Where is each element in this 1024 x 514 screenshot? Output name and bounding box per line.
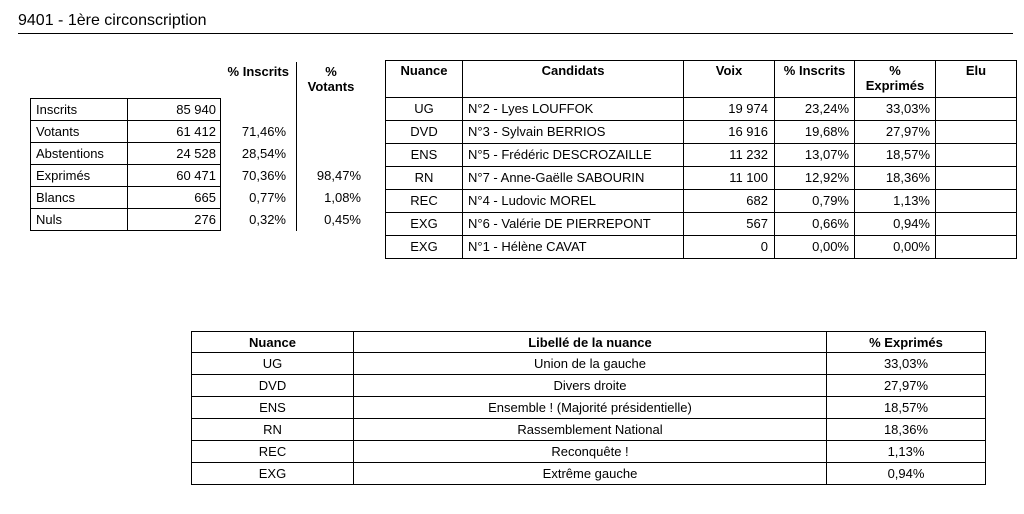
candidate-pct-inscrits: 19,68%: [775, 121, 855, 144]
nuance-code: REC: [192, 441, 354, 463]
nuance-libelle: Union de la gauche: [354, 353, 827, 375]
candidate-pct-inscrits: 0,00%: [775, 236, 855, 259]
header-candidats: Candidats: [463, 61, 684, 98]
candidate-voix: 682: [684, 190, 775, 213]
row-pct-inscrits: 0,32%: [249, 212, 286, 227]
candidate-elu: [936, 121, 1017, 144]
candidate-pct-exprimes: 1,13%: [855, 190, 936, 213]
candidate-pct-exprimes: 27,97%: [855, 121, 936, 144]
table-row: [386, 213, 1017, 236]
row-value: 276: [128, 209, 221, 231]
candidates-table: [385, 60, 1017, 259]
row-label: Nuls: [31, 209, 128, 231]
nuance-libelle: Ensemble ! (Majorité présidentielle): [354, 397, 827, 419]
title-divider: [18, 33, 1013, 34]
nuance-pct-exprimes: 27,97%: [827, 375, 986, 397]
row-pct-inscrits: 70,36%: [241, 168, 286, 183]
nuance-code: ENS: [192, 397, 354, 419]
candidate-nuance: DVD: [386, 121, 463, 144]
candidate-nuance: REC: [386, 190, 463, 213]
row-value: 665: [128, 187, 221, 209]
row-pct-votants: 98,47%: [297, 165, 366, 187]
candidate-elu: [936, 167, 1017, 190]
candidate-voix: 16 916: [684, 121, 775, 144]
nuance-pct-exprimes: 18,36%: [827, 419, 986, 441]
participation-table: [30, 62, 365, 231]
candidate-voix: 0: [684, 236, 775, 259]
nuance-code: DVD: [192, 375, 354, 397]
candidate-voix: 567: [684, 213, 775, 236]
candidate-elu: [936, 213, 1017, 236]
candidate-pct-exprimes: 0,00%: [855, 236, 936, 259]
nuance-libelle: Reconquête !: [354, 441, 827, 463]
table-row: [31, 121, 366, 143]
candidate-name: N°5 - Frédéric DESCROZAILLE: [463, 144, 684, 167]
row-pct-votants: [297, 99, 366, 121]
table-row: [31, 165, 366, 187]
table-row: [386, 190, 1017, 213]
nuance-pct-exprimes: 1,13%: [827, 441, 986, 463]
table-row: [386, 167, 1017, 190]
page-title: 9401 - 1ère circonscription: [18, 12, 207, 29]
table-row: [192, 419, 986, 441]
row-pct-inscrits: [221, 99, 297, 121]
candidate-name: N°7 - Anne-Gaëlle SABOURIN: [463, 167, 684, 190]
candidate-nuance: EXG: [386, 213, 463, 236]
row-value: 85 940: [128, 99, 221, 121]
candidate-voix: 19 974: [684, 98, 775, 121]
header-pct-exprimes: % Exprimés: [827, 332, 986, 353]
nuance-pct-exprimes: 33,03%: [827, 353, 986, 375]
candidate-elu: [936, 236, 1017, 259]
header-nuance: Nuance: [192, 332, 354, 353]
table-row: [31, 187, 366, 209]
row-label: Inscrits: [31, 99, 128, 121]
row-label: Blancs: [31, 187, 128, 209]
candidate-name: N°1 - Hélène CAVAT: [463, 236, 684, 259]
table-row: [386, 98, 1017, 121]
table-row: [192, 441, 986, 463]
candidate-pct-exprimes: 33,03%: [855, 98, 936, 121]
candidate-pct-exprimes: 18,36%: [855, 167, 936, 190]
header-blank: [31, 62, 128, 99]
table-row: [386, 236, 1017, 259]
candidate-voix: 11 232: [684, 144, 775, 167]
table-row: [192, 463, 986, 485]
candidate-pct-inscrits: 13,07%: [775, 144, 855, 167]
nuance-libelle: Rassemblement National: [354, 419, 827, 441]
table-row: [192, 353, 986, 375]
nuance-code: UG: [192, 353, 354, 375]
table-header-row: [192, 332, 986, 353]
candidate-pct-exprimes: 18,57%: [855, 144, 936, 167]
candidate-name: N°2 - Lyes LOUFFOK: [463, 98, 684, 121]
row-pct-votants: 1,08%: [297, 187, 366, 209]
candidate-pct-inscrits: 0,79%: [775, 190, 855, 213]
row-value: 60 471: [128, 165, 221, 187]
header-blank: [128, 62, 221, 99]
nuance-pct-exprimes: 18,57%: [827, 397, 986, 419]
table-header-row: [31, 62, 366, 99]
table-row: [31, 143, 366, 165]
header-pct-inscrits: % Inscrits: [775, 61, 855, 98]
row-pct-inscrits: 71,46%: [241, 124, 286, 139]
row-label: Votants: [31, 121, 128, 143]
candidate-pct-inscrits: 0,66%: [775, 213, 855, 236]
nuance-code: RN: [192, 419, 354, 441]
row-value: 24 528: [128, 143, 221, 165]
candidate-pct-exprimes: 0,94%: [855, 213, 936, 236]
header-pct-votants: % Votants: [297, 62, 366, 99]
table-header-row: [386, 61, 1017, 98]
nuance-pct-exprimes: 0,94%: [827, 463, 986, 485]
table-row: [386, 144, 1017, 167]
row-pct-votants: [297, 143, 366, 165]
candidate-name: N°6 - Valérie DE PIERREPONT: [463, 213, 684, 236]
candidate-nuance: EXG: [386, 236, 463, 259]
row-pct-votants: 0,45%: [297, 209, 366, 231]
candidate-elu: [936, 190, 1017, 213]
row-pct-inscrits: 28,54%: [241, 146, 286, 161]
header-pct-inscrits: % Inscrits: [227, 64, 289, 79]
nuances-table: [191, 331, 986, 485]
header-libelle: Libellé de la nuance: [354, 332, 827, 353]
candidate-nuance: ENS: [386, 144, 463, 167]
candidate-nuance: UG: [386, 98, 463, 121]
candidate-nuance: RN: [386, 167, 463, 190]
candidate-voix: 11 100: [684, 167, 775, 190]
table-row: [31, 209, 366, 231]
table-row: [31, 99, 366, 121]
header-pct-exprimes: % Exprimés: [855, 61, 936, 98]
candidate-pct-inscrits: 12,92%: [775, 167, 855, 190]
nuance-code: EXG: [192, 463, 354, 485]
candidate-elu: [936, 98, 1017, 121]
row-pct-inscrits: 0,77%: [249, 190, 286, 205]
row-label: Exprimés: [31, 165, 128, 187]
nuance-libelle: Extrême gauche: [354, 463, 827, 485]
row-pct-votants: [297, 121, 366, 143]
candidate-elu: [936, 144, 1017, 167]
candidate-name: N°4 - Ludovic MOREL: [463, 190, 684, 213]
candidate-pct-inscrits: 23,24%: [775, 98, 855, 121]
header-voix: Voix: [684, 61, 775, 98]
row-label: Abstentions: [31, 143, 128, 165]
table-row: [192, 375, 986, 397]
header-nuance: Nuance: [386, 61, 463, 98]
nuance-libelle: Divers droite: [354, 375, 827, 397]
table-row: [386, 121, 1017, 144]
row-value: 61 412: [128, 121, 221, 143]
header-elu: Elu: [936, 61, 1017, 98]
table-row: [192, 397, 986, 419]
candidate-name: N°3 - Sylvain BERRIOS: [463, 121, 684, 144]
